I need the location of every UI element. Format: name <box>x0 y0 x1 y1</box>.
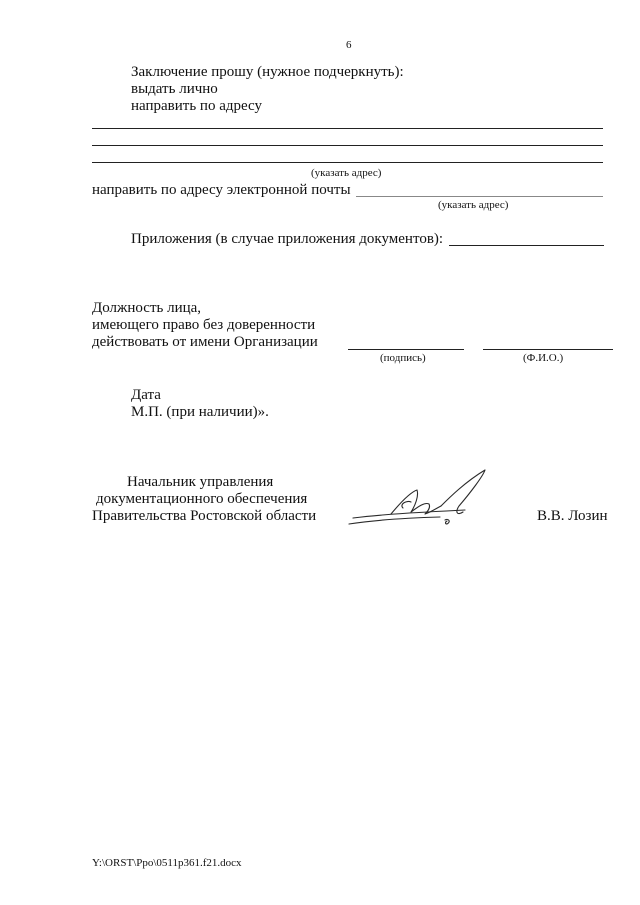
approval-position-1: Начальник управления <box>127 474 274 490</box>
address-line-1[interactable] <box>92 128 603 129</box>
name-line[interactable] <box>483 349 613 350</box>
page-number: 6 <box>346 39 352 51</box>
approval-position-2: документационного обеспечения <box>96 491 308 507</box>
attachments-line[interactable] <box>449 245 604 246</box>
address-line-3[interactable] <box>92 162 603 163</box>
address-line-2[interactable] <box>92 145 603 146</box>
address-hint: (указать адрес) <box>311 167 382 179</box>
date-label: Дата <box>131 387 161 403</box>
approval-position-3: Правительства Ростовской области <box>92 508 317 524</box>
name-hint: (Ф.И.О.) <box>523 352 564 364</box>
signatory-line-3: действовать от имени Организации <box>92 334 318 350</box>
request-title: Заключение прошу (нужное подчеркнуть): <box>131 64 404 80</box>
file-path: Y:\ORST\Ppo\0511p361.f21.docx <box>92 857 242 869</box>
email-line[interactable] <box>356 196 603 197</box>
signature-image <box>345 462 505 540</box>
signature-hint: (подпись) <box>380 352 426 364</box>
signatory-line-1: Должность лица, <box>92 300 202 316</box>
approval-name: В.В. Лозин <box>537 508 608 524</box>
email-hint: (указать адрес) <box>438 199 509 211</box>
option-address: направить по адресу <box>131 98 262 114</box>
attachments-label: Приложения (в случае приложения документов): <box>131 231 444 247</box>
email-label: направить по адресу электронной почты <box>92 182 351 198</box>
signatory-line-2: имеющего право без доверенности <box>92 317 316 333</box>
stamp-label: М.П. (при наличии)». <box>131 404 269 420</box>
option-personal: выдать лично <box>131 81 218 97</box>
signature-line[interactable] <box>348 349 464 350</box>
